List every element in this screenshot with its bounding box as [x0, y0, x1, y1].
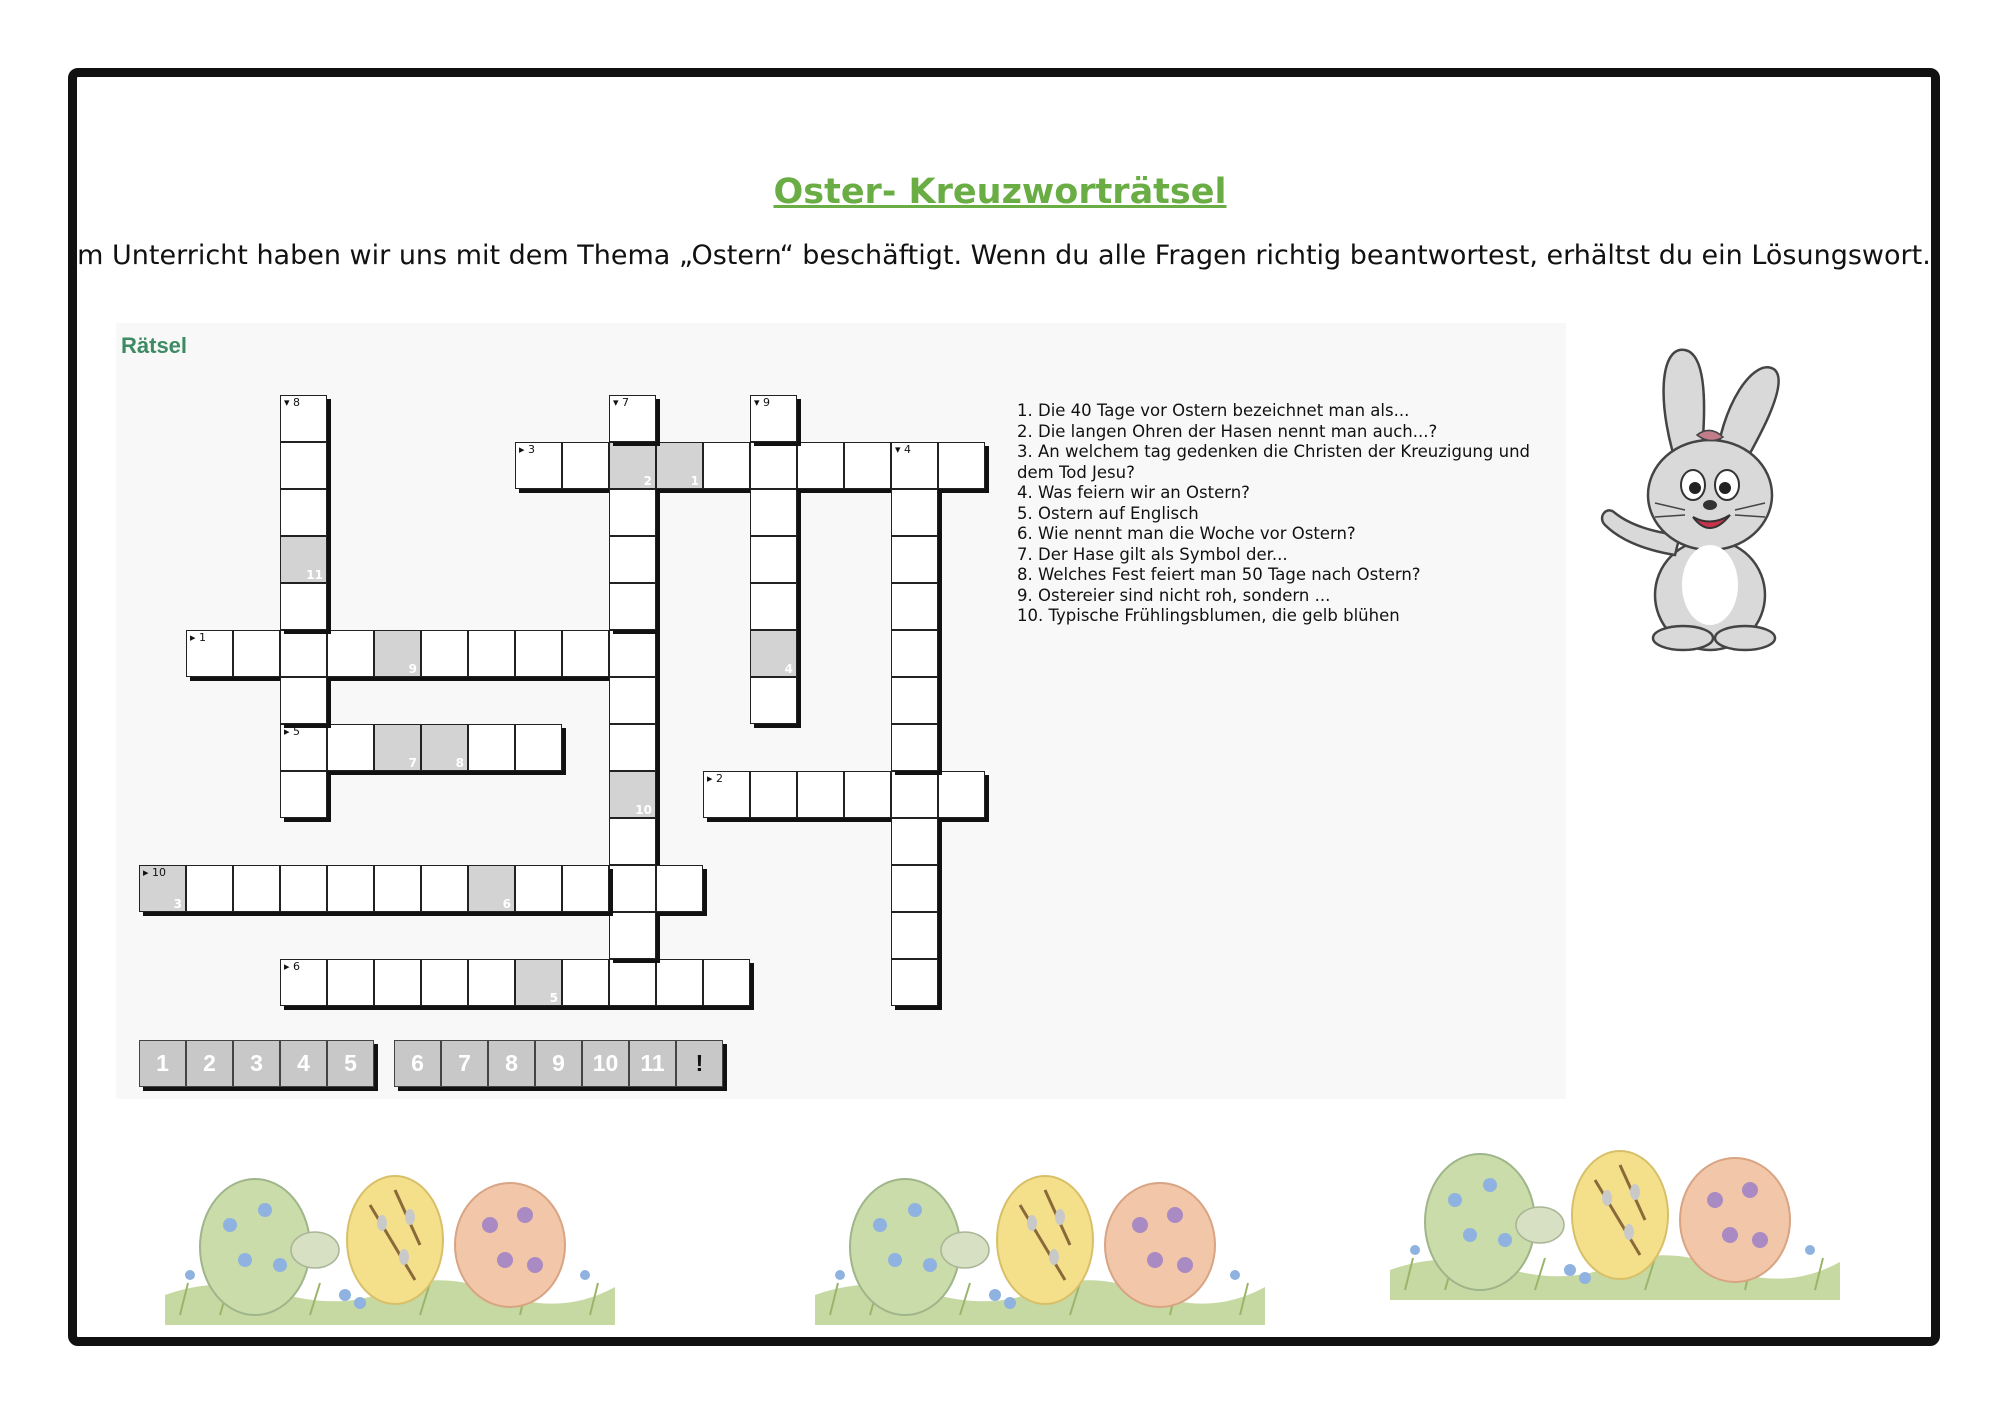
clue-item: 1. Die 40 Tage vor Ostern bezeichnet man als... [1017, 401, 1410, 420]
crossword-cell[interactable] [374, 724, 421, 771]
crossword-cell[interactable] [421, 959, 468, 1006]
crossword-cell[interactable] [327, 724, 374, 771]
crossword-cell[interactable] [468, 724, 515, 771]
solution-box[interactable]: 3 [233, 1040, 280, 1087]
clue-item: 3. An welchem tag gedenken die Christen der Kreuzigung und dem Tod Jesu? [1017, 442, 1530, 482]
crossword-cell[interactable] [562, 442, 609, 489]
crossword-panel [116, 323, 1566, 1099]
crossword-cell[interactable] [891, 912, 938, 959]
crossword-cell[interactable] [515, 724, 562, 771]
crossword-cell[interactable] [750, 442, 797, 489]
solution-box[interactable]: 4 [280, 1040, 327, 1087]
solution-number: 7 [408, 756, 417, 770]
crossword-cell[interactable] [515, 959, 562, 1006]
crossword-cell[interactable] [750, 677, 797, 724]
crossword-cell[interactable] [750, 583, 797, 630]
page-title: Oster- Kreuzworträtsel [773, 172, 1227, 212]
crossword-cell[interactable] [515, 630, 562, 677]
crossword-cell[interactable] [468, 630, 515, 677]
crossword-cell[interactable] [186, 630, 233, 677]
solution-box[interactable]: 11 [629, 1040, 676, 1087]
crossword-cell[interactable] [280, 724, 327, 771]
crossword-cell[interactable] [891, 818, 938, 865]
clue-number: ▾ 4 [895, 443, 912, 456]
clue-item: 6. Wie nennt man die Woche vor Ostern? [1017, 524, 1356, 543]
crossword-cell[interactable] [327, 865, 374, 912]
solution-number: 9 [408, 662, 417, 676]
crossword-cell[interactable] [891, 771, 938, 818]
clue-number: ▾ 9 [754, 396, 771, 409]
clue-item: 9. Ostereier sind nicht roh, sondern ... [1017, 585, 1331, 605]
clue-number: ▸ 5 [284, 725, 301, 738]
clue-number: ▸ 1 [190, 631, 207, 644]
clue-item: 8. Welches Fest feiert man 50 Tage nach Ostern? [1017, 565, 1421, 584]
crossword-cell[interactable] [656, 959, 703, 1006]
crossword-cell[interactable] [421, 865, 468, 912]
solution-number: 4 [784, 662, 793, 676]
crossword-cell[interactable] [891, 630, 938, 677]
crossword-cell[interactable] [421, 724, 468, 771]
crossword-cell[interactable] [891, 865, 938, 912]
crossword-cell[interactable] [750, 536, 797, 583]
crossword-cell[interactable] [468, 865, 515, 912]
solution-number: 1 [690, 474, 699, 488]
crossword-cell[interactable] [562, 865, 609, 912]
crossword-cell[interactable] [280, 536, 327, 583]
crossword-cell[interactable] [280, 630, 327, 677]
crossword-cell[interactable] [421, 630, 468, 677]
crossword-cell[interactable] [844, 442, 891, 489]
crossword-cell[interactable] [656, 442, 703, 489]
clue-item: 5. Ostern auf Englisch [1017, 503, 1199, 523]
crossword-cell[interactable] [891, 677, 938, 724]
crossword-cell[interactable] [609, 630, 656, 677]
crossword-cell[interactable] [374, 865, 421, 912]
crossword-cell[interactable] [280, 865, 327, 912]
crossword-cell[interactable] [186, 865, 233, 912]
crossword-cell[interactable] [609, 583, 656, 630]
crossword-cell[interactable] [562, 959, 609, 1006]
crossword-cell[interactable] [280, 771, 327, 818]
crossword-cell[interactable] [609, 771, 656, 818]
crossword-cell[interactable] [891, 959, 938, 1006]
crossword-cell[interactable] [891, 536, 938, 583]
solution-box[interactable]: 6 [394, 1040, 441, 1087]
crossword-cell[interactable] [891, 489, 938, 536]
clue-number: ▾ 7 [613, 396, 630, 409]
solution-box[interactable]: 2 [186, 1040, 233, 1087]
crossword-cell[interactable] [327, 959, 374, 1006]
crossword-cell[interactable] [609, 442, 656, 489]
crossword-cell[interactable] [609, 818, 656, 865]
clue-number: ▸ 6 [284, 960, 301, 973]
crossword-cell[interactable] [280, 489, 327, 536]
crossword-cell[interactable] [515, 865, 562, 912]
crossword-cell[interactable] [562, 630, 609, 677]
crossword-cell[interactable] [703, 959, 750, 1006]
crossword-cell[interactable] [750, 489, 797, 536]
crossword-cell[interactable] [938, 442, 985, 489]
crossword-cell[interactable] [609, 865, 656, 912]
crossword-cell[interactable] [609, 536, 656, 583]
crossword-cell[interactable] [609, 677, 656, 724]
crossword-cell[interactable] [374, 630, 421, 677]
crossword-cell[interactable] [327, 630, 374, 677]
crossword-cell[interactable] [609, 724, 656, 771]
clue-number: ▸ 10 [143, 866, 167, 879]
solution-box[interactable]: 7 [441, 1040, 488, 1087]
easter-eggs-image-right [1385, 1140, 1845, 1300]
easter-eggs-image-center [810, 1165, 1270, 1325]
crossword-cell[interactable] [233, 630, 280, 677]
crossword-cell[interactable] [139, 865, 186, 912]
solution-number: 2 [643, 474, 652, 488]
crossword-cell[interactable] [703, 442, 750, 489]
crossword-cell[interactable] [797, 771, 844, 818]
crossword-cell[interactable] [280, 442, 327, 489]
crossword-cell[interactable] [844, 771, 891, 818]
crossword-cell[interactable] [233, 865, 280, 912]
clue-item: 7. Der Hase gilt als Symbol der... [1017, 544, 1288, 564]
crossword-cell[interactable] [938, 771, 985, 818]
crossword-cell[interactable] [280, 583, 327, 630]
solution-box[interactable]: 1 [139, 1040, 186, 1087]
clue-number: ▸ 3 [519, 443, 536, 456]
clue-number: ▸ 2 [707, 772, 724, 785]
crossword-cell[interactable] [609, 959, 656, 1006]
solution-box[interactable]: ! [676, 1040, 723, 1087]
crossword-cell[interactable] [374, 959, 421, 1006]
clue-item: 2. Die langen Ohren der Hasen nennt man auch...? [1017, 421, 1438, 441]
clue-list [1017, 401, 1537, 627]
crossword-cell[interactable] [515, 442, 562, 489]
solution-number: 8 [455, 756, 464, 770]
solution-number: 11 [306, 568, 323, 582]
clue-item: 10. Typische Frühlingsblumen, die gelb blühen [1017, 606, 1400, 625]
crossword-cell[interactable] [280, 395, 327, 442]
clue-number: ▾ 8 [284, 396, 301, 409]
crossword-cell[interactable] [891, 583, 938, 630]
easter-eggs-image-left [160, 1165, 620, 1325]
crossword-cell[interactable] [750, 771, 797, 818]
crossword-cell[interactable] [891, 442, 938, 489]
solution-number: 10 [635, 803, 652, 817]
crossword-cell[interactable] [280, 959, 327, 1006]
solution-box[interactable]: 10 [582, 1040, 629, 1087]
solution-box[interactable]: 5 [327, 1040, 374, 1087]
solution-number: 5 [549, 991, 558, 1005]
crossword-cell[interactable] [609, 395, 656, 442]
panel-heading: Rätsel [121, 333, 188, 358]
crossword-cell[interactable] [750, 630, 797, 677]
intro-text: Im Unterricht haben wir uns mit dem Thema „Ostern“ beschäftigt. Wenn du alle Fragen richtig beantwortest, erhältst du ein Lösungswort. [69, 240, 1931, 271]
crossword-cell[interactable] [609, 489, 656, 536]
bunny-image [1585, 345, 1825, 655]
crossword-cell[interactable] [609, 912, 656, 959]
solution-number: 3 [173, 897, 182, 911]
crossword-cell[interactable] [891, 724, 938, 771]
crossword-cell[interactable] [280, 677, 327, 724]
crossword-cell[interactable] [656, 865, 703, 912]
solution-number: 6 [502, 897, 511, 911]
crossword-cell[interactable] [797, 442, 844, 489]
clue-item: 4. Was feiern wir an Ostern? [1017, 483, 1250, 502]
solution-box[interactable]: 8 [488, 1040, 535, 1087]
crossword-cell[interactable] [468, 959, 515, 1006]
crossword-cell[interactable] [703, 771, 750, 818]
crossword-cell[interactable] [750, 395, 797, 442]
solution-box[interactable]: 9 [535, 1040, 582, 1087]
